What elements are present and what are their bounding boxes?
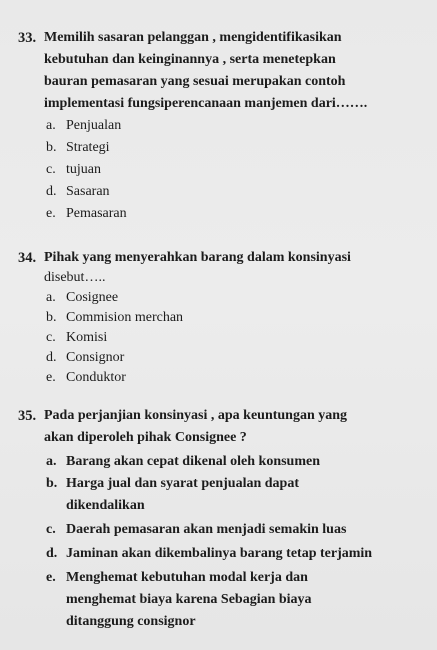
option-e[interactable]: [46, 568, 308, 588]
option-e[interactable]: [46, 204, 127, 224]
option-letter: e.: [46, 370, 56, 385]
option-letter: c.: [46, 162, 56, 177]
option-letter: e.: [46, 570, 56, 585]
question-text-line: Pihak yang menyerahkan barang dalam konsinyasi: [44, 250, 351, 265]
option-b[interactable]: [46, 474, 299, 494]
option-a[interactable]: [46, 288, 118, 308]
option-a[interactable]: [46, 452, 320, 472]
option-letter: a.: [46, 454, 57, 469]
option-d[interactable]: [46, 544, 372, 564]
option-text: Jaminan akan dikembalinya barang tetap terjamin: [66, 546, 373, 561]
option-a[interactable]: [46, 116, 121, 136]
option-text: Menghemat kebutuhan modal kerja dan: [66, 570, 308, 585]
option-text: Consignor: [66, 350, 125, 365]
question-text-line: kebutuhan dan keinginannya , serta menetepkan: [44, 52, 336, 67]
option-d[interactable]: [46, 348, 124, 368]
question-number: 34.: [18, 250, 37, 266]
option-letter: a.: [46, 290, 56, 305]
option-text: Penjualan: [66, 118, 122, 133]
option-text: Daerah pemasaran akan menjadi semakin luas: [66, 522, 347, 537]
option-text: tujuan: [66, 162, 101, 177]
option-letter: b.: [46, 476, 58, 491]
option-letter: e.: [46, 206, 56, 221]
option-d[interactable]: [46, 182, 110, 202]
question-text-line: Pada perjanjian konsinyasi , apa keuntungan yang: [44, 408, 348, 423]
option-text: Strategi: [66, 140, 110, 155]
option-e[interactable]: [46, 368, 126, 388]
option-letter: d.: [46, 546, 58, 561]
option-text: Cosignee: [66, 290, 119, 305]
option-letter: b.: [46, 140, 57, 155]
question-number: 35.: [18, 408, 37, 424]
option-b[interactable]: [46, 308, 183, 328]
option-letter: d.: [46, 184, 57, 199]
option-text: Harga jual dan syarat penjualan dapat: [66, 476, 299, 491]
question-number: 33.: [18, 30, 37, 46]
option-letter: b.: [46, 310, 57, 325]
option-letter: c.: [46, 330, 56, 345]
option-text: Commision merchan: [66, 310, 184, 325]
question-text-line: implementasi fungsiperencanaan manjemen dari…….: [44, 96, 368, 111]
option-text: Barang akan cepat dikenal oleh konsumen: [66, 454, 320, 469]
option-text: Sasaran: [66, 184, 110, 199]
option-b[interactable]: [46, 138, 110, 158]
option-text-continued: menghemat biaya karena Sebagian biaya: [66, 592, 312, 607]
option-c[interactable]: [46, 160, 101, 180]
question-text-line: disebut…..: [44, 270, 106, 285]
option-c[interactable]: [46, 520, 346, 540]
option-c[interactable]: [46, 328, 107, 348]
question-text-line: akan diperoleh pihak Consignee ?: [44, 430, 247, 445]
option-letter: d.: [46, 350, 57, 365]
option-text: Komisi: [66, 330, 108, 345]
option-text-continued: ditanggung consignor: [66, 614, 196, 629]
question-text-line: Memilih sasaran pelanggan , mengidentifikasikan: [44, 30, 342, 45]
option-letter: a.: [46, 118, 56, 133]
option-text: Pemasaran: [66, 206, 127, 221]
question-text-line: bauran pemasaran yang sesuai merupakan contoh: [44, 74, 346, 89]
option-text-continued: dikendalikan: [66, 498, 145, 513]
option-text: Conduktor: [66, 370, 126, 385]
option-letter: c.: [46, 522, 56, 537]
